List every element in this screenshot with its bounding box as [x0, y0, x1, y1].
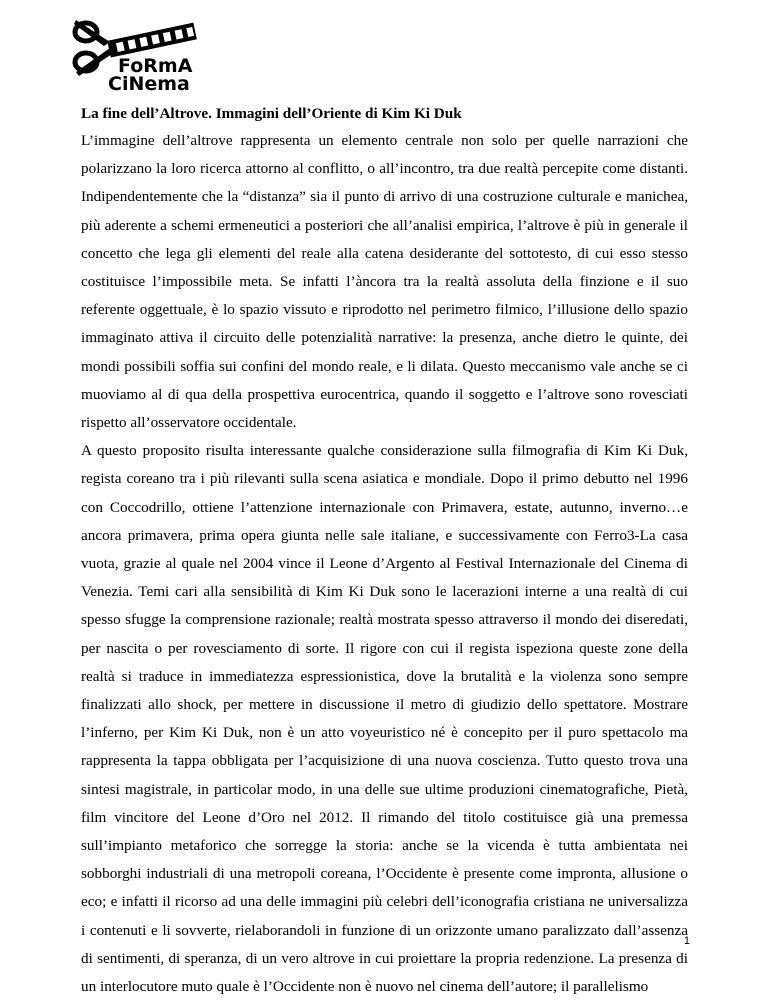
logo-word-cinema: CiNema	[108, 73, 190, 94]
page-number: 1	[683, 935, 690, 947]
paragraph-1: L’immagine dell’altrove rappresenta un elemento centrale non solo per quelle narrazioni che polarizzano la loro ricerca attorno al conflitto, o all’incontro, tra due realtà percepite come distanti. Indipendentemente che la “distanza” sia il punto di arrivo di una costruzione culturale e manichea, più aderente a schemi ermeneutici a posteriori che all’analisi empirica, l’altrove è più in generale il concetto che lega gli elementi del reale alla catena desiderante del sottotesto, di cui esso stesso costituisce l’impossibile meta. Se infatti l’àncora tra la realtà assoluta della finzione e il suo referente oggettuale, è lo spazio vissuto e riprodotto nel perimetro filmico, l’illusione dello spazio immaginato attiva il circuito delle potenzialità narrative: la presenza, anche dietro le quinte, dei mondi possibili soffia sui confini del mondo reale, e li dilata. Questo meccanismo vale anche se ci muoviamo al di qua della prospettiva eurocentrica, quando il soggetto e l’altrove sono rovesciati rispetto all’osservatore occidentale.	[81, 132, 688, 432]
logo-word-forma: FoRmA	[118, 55, 193, 77]
forma-cinema-logo	[70, 12, 200, 94]
scissors-film-icon	[70, 12, 200, 94]
document-body	[81, 101, 688, 1001]
document-title: La fine dell’Altrove. Immagini dell’Oriente di Kim Ki Duk	[81, 105, 462, 122]
paragraph-2: A questo proposito risulta interessante qualche considerazione sulla filmografia di Kim Ki Duk, regista coreano tra i più rilevanti sulla scena asiatica e mondiale. Dopo il primo debutto nel 1996 con Coccodrillo, ottiene l’attenzione internazionale con Primavera, estate, autunno, inverno…e ancora primavera, prima opera giunta nelle sale italiane, e successivamente con Ferro3-La casa vuota, grazie al quale nel 2004 vince il Leone d’Argento al Festival Internazionale del Cinema di Venezia. Temi cari alla sensibilità di Kim Ki Duk sono le lacerazioni interne a una realtà di cui spesso sfugge la comprensione razionale; realtà mostrata spesso attraverso il mondo dei diseredati, per nascita o per rovesciamento di sorte. Il rigore con cui il regista ispeziona queste zone della realtà si traduce in immediatezza espressionistica, dove la brutalità e la violenza sono sempre finalizzati allo shock, per mettere in discussione il metro di giudizio dello spettatore. Mostrare l’inferno, per Kim Ki Duk, non è un atto voyeuristico né è concepito per il puro spettacolo ma rappresenta la tappa obbligata per l’acquisizione di una nuova coscienza. Tutto questo trova una sintesi magistrale, in particolar modo, in una delle sue ultime produzioni cinematografiche, Pietà, film vincitore del Leone d’Oro nel 2012. Il rimando del titolo costituisce già una premessa sull’impianto metaforico che sorregge la storia: anche se la vicenda è tutta ambientata nei sobborghi industriali di una metropoli coreana, l’Occidente è presente come impronta, allusione o eco; e infatti il ricorso ad una delle immagini più celebri dell’iconografia cristiana ne universalizza i contenuti e li sovverte, rielaborandoli in funzione di un orizzonte umano paralizzato dall’assenza di sentimenti, di speranza, di un vero altrove in cui proiettare la propria redenzione. La presenza di un interlocutore muto quale è l’Occidente non è nuovo nel cinema dell’autore; il parallelismo	[81, 442, 688, 996]
